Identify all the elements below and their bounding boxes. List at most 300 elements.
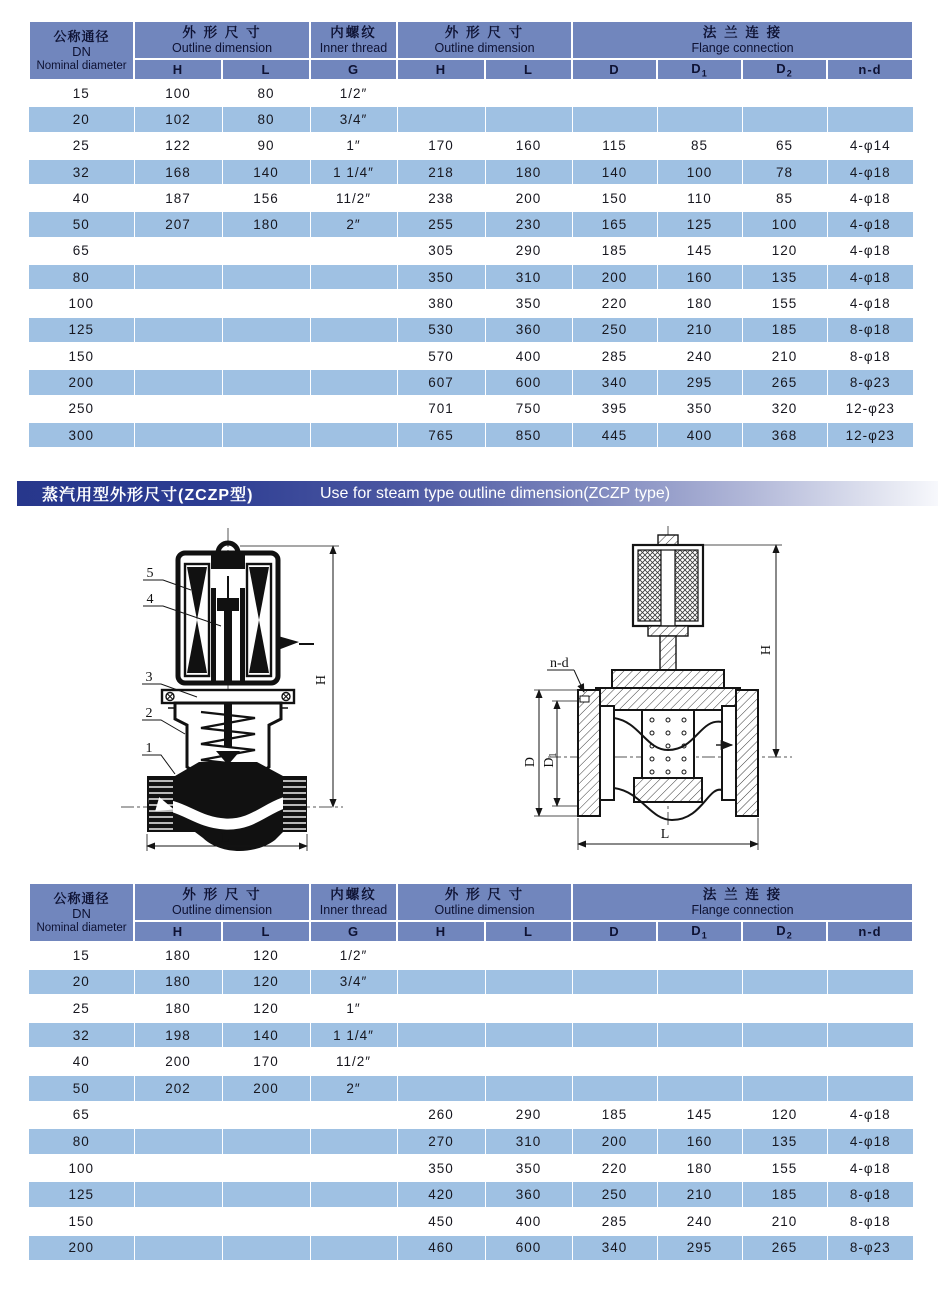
- cell: [310, 1208, 397, 1235]
- cell-dn: 32: [29, 1022, 134, 1049]
- cell-dn: 250: [29, 396, 134, 422]
- cell-dn: 25: [29, 133, 134, 159]
- group-label-zh: 内螺纹: [330, 25, 377, 40]
- cell: 180: [485, 159, 572, 185]
- cell: [397, 942, 485, 969]
- table-row: [29, 396, 913, 422]
- cell-dn: 40: [29, 185, 134, 211]
- cell: 80: [222, 80, 310, 106]
- threaded-end-right: [283, 778, 306, 830]
- cell: [134, 1128, 222, 1155]
- flange-left: [578, 690, 600, 816]
- cell: [572, 1022, 657, 1049]
- cell: 135: [742, 1128, 827, 1155]
- group-label-en: Outline dimension: [171, 41, 273, 55]
- cell: 168: [134, 159, 222, 185]
- cell-dn: 80: [29, 264, 134, 290]
- dimension-label-d: D: [523, 756, 538, 768]
- cell: 78: [742, 159, 827, 185]
- cell: [657, 942, 742, 969]
- col-header-h1: H: [134, 921, 222, 942]
- cell: [485, 1048, 572, 1075]
- cell: 207: [134, 211, 222, 237]
- cell: [742, 1048, 827, 1075]
- table-header: [29, 21, 913, 80]
- cell: [134, 290, 222, 316]
- cell: [222, 1102, 310, 1129]
- col-group-outline-dimension-1: [134, 883, 310, 921]
- cell: 285: [572, 343, 657, 369]
- cell: [485, 80, 572, 106]
- cell: 460: [397, 1235, 485, 1262]
- callout-1: 1: [145, 741, 153, 756]
- cell: 340: [572, 1235, 657, 1262]
- cell: [134, 1181, 222, 1208]
- cell: 1″: [310, 133, 397, 159]
- cell: 360: [485, 1181, 572, 1208]
- dimension-label-h: H: [759, 644, 774, 656]
- cell: 115: [572, 133, 657, 159]
- col-group-flange-connection: [572, 883, 913, 921]
- table-row: [29, 159, 913, 185]
- col-header-d: D: [572, 921, 657, 942]
- cell: [397, 106, 485, 132]
- cell: 310: [485, 1128, 572, 1155]
- dimension-label-l: L: [220, 831, 230, 846]
- col-header-h2: H: [397, 921, 485, 942]
- cell: [485, 106, 572, 132]
- cell: 160: [657, 264, 742, 290]
- cell: [657, 1075, 742, 1102]
- dn-header-zh: 公称通径: [53, 890, 110, 906]
- dimension-label-h: H: [314, 674, 329, 686]
- table-row: [29, 369, 913, 395]
- cell: [222, 290, 310, 316]
- cell: 125: [657, 211, 742, 237]
- group-label-en: Outline dimension: [434, 41, 535, 55]
- cell: [222, 238, 310, 264]
- cell: 350: [485, 290, 572, 316]
- cell: [222, 264, 310, 290]
- cell: 368: [742, 422, 827, 448]
- cell: 2″: [310, 211, 397, 237]
- cell: 185: [742, 317, 827, 343]
- cell: 1/2″: [310, 942, 397, 969]
- cell: 80: [222, 106, 310, 132]
- cell: 200: [572, 1128, 657, 1155]
- col-header-nominal-diameter: [29, 21, 134, 80]
- cell: 445: [572, 422, 657, 448]
- cell: 530: [397, 317, 485, 343]
- cell: 1/2″: [310, 80, 397, 106]
- cell: 198: [134, 1022, 222, 1049]
- cell: 218: [397, 159, 485, 185]
- table-row: [29, 1022, 913, 1049]
- col-header-g: G: [310, 59, 397, 80]
- dn-header-en: Nominal diameter: [36, 921, 127, 934]
- cell: 4-φ18: [827, 1128, 913, 1155]
- col-header-g: G: [310, 921, 397, 942]
- cell: 200: [572, 264, 657, 290]
- cell: [310, 396, 397, 422]
- drawing-threaded-valve-section: [105, 520, 355, 870]
- cell: 187: [134, 185, 222, 211]
- table-row: [29, 80, 913, 106]
- cell: 120: [742, 1102, 827, 1129]
- cell-dn: 150: [29, 1208, 134, 1235]
- cell: [742, 995, 827, 1022]
- callout-5: 5: [146, 566, 154, 581]
- technical-drawings: [0, 520, 940, 880]
- table-row: [29, 343, 913, 369]
- table-body-bottom: [29, 942, 913, 1261]
- cell: 607: [397, 369, 485, 395]
- group-label-en: Flange connection: [691, 41, 794, 55]
- dimension-label-d1: $D_1$: [542, 752, 559, 768]
- cell: 185: [742, 1181, 827, 1208]
- cell: 180: [134, 995, 222, 1022]
- cell: [742, 106, 827, 132]
- cell: 180: [134, 942, 222, 969]
- cell: [397, 80, 485, 106]
- cell: 8-φ18: [827, 1181, 913, 1208]
- table-header-sub: [29, 921, 913, 942]
- cell: [310, 264, 397, 290]
- cell: 210: [657, 1181, 742, 1208]
- cell: 180: [134, 969, 222, 996]
- cell: 102: [134, 106, 222, 132]
- cell: 4-φ14: [827, 133, 913, 159]
- cell: 400: [485, 343, 572, 369]
- cell: 8-φ23: [827, 369, 913, 395]
- cell: [742, 1075, 827, 1102]
- cell: [310, 1155, 397, 1182]
- cell: 210: [657, 317, 742, 343]
- cell: [310, 1102, 397, 1129]
- table-row: [29, 211, 913, 237]
- cell: [827, 969, 913, 996]
- cell: [657, 1022, 742, 1049]
- cell: 100: [134, 80, 222, 106]
- cell: 238: [397, 185, 485, 211]
- cell: [572, 995, 657, 1022]
- cell-dn: 15: [29, 80, 134, 106]
- cell: 350: [657, 396, 742, 422]
- cell: [134, 1102, 222, 1129]
- cell-dn: 100: [29, 290, 134, 316]
- cell: [310, 317, 397, 343]
- cell: 170: [397, 133, 485, 159]
- cell: 85: [657, 133, 742, 159]
- cell: 230: [485, 211, 572, 237]
- cell: 100: [742, 211, 827, 237]
- cell: 120: [742, 238, 827, 264]
- cell: 220: [572, 1155, 657, 1182]
- cell: 8-φ23: [827, 1235, 913, 1262]
- group-label-zh: 内螺纹: [330, 887, 377, 902]
- col-header-d1: $D_1$: [657, 59, 742, 80]
- col-header-l2: L: [485, 921, 572, 942]
- drawing-flanged-valve-section: [520, 520, 810, 880]
- section-banner-steam-type: [17, 481, 938, 506]
- cell: 160: [485, 133, 572, 159]
- table-header-main: [29, 883, 913, 921]
- group-label-zh: 外 形 尺 寸: [444, 887, 525, 902]
- dimension-table-top: [28, 20, 914, 449]
- cell: [134, 1208, 222, 1235]
- cell: 220: [572, 290, 657, 316]
- table-row: [29, 317, 913, 343]
- cell: [397, 995, 485, 1022]
- table-row: [29, 290, 913, 316]
- cell: 295: [657, 1235, 742, 1262]
- cell: [827, 942, 913, 969]
- cell: [310, 238, 397, 264]
- cell: 202: [134, 1075, 222, 1102]
- table-row: [29, 1235, 913, 1262]
- cell: [657, 106, 742, 132]
- cell: 12-φ23: [827, 422, 913, 448]
- cell: [397, 1048, 485, 1075]
- cell: 155: [742, 1155, 827, 1182]
- cell: 145: [657, 238, 742, 264]
- cell: [827, 106, 913, 132]
- group-label-en: Outline dimension: [171, 903, 273, 917]
- col-header-d2: $D_2$: [742, 921, 827, 942]
- table-row: [29, 942, 913, 969]
- cell: 350: [397, 264, 485, 290]
- cell: [222, 1208, 310, 1235]
- table-row: [29, 995, 913, 1022]
- cell: 450: [397, 1208, 485, 1235]
- cell: [742, 942, 827, 969]
- cell: [742, 1022, 827, 1049]
- cell: [134, 343, 222, 369]
- cell: [222, 1235, 310, 1262]
- cell: 255: [397, 211, 485, 237]
- cell-dn: 20: [29, 106, 134, 132]
- cell: 110: [657, 185, 742, 211]
- col-header-l1: L: [222, 921, 310, 942]
- cell: 310: [485, 264, 572, 290]
- cell: 210: [742, 343, 827, 369]
- cell: 1 1/4″: [310, 159, 397, 185]
- cell: 4-φ18: [827, 238, 913, 264]
- dn-header-code: DN: [72, 43, 91, 59]
- callout-3: 3: [145, 670, 153, 685]
- cell: [310, 343, 397, 369]
- table-row: [29, 1048, 913, 1075]
- cell: 290: [485, 1102, 572, 1129]
- cell: 11/2″: [310, 1048, 397, 1075]
- cell: 295: [657, 369, 742, 395]
- cell: [310, 1181, 397, 1208]
- cell: 750: [485, 396, 572, 422]
- cell: [742, 969, 827, 996]
- cell-dn: 125: [29, 317, 134, 343]
- cell: 156: [222, 185, 310, 211]
- cell: 4-φ18: [827, 211, 913, 237]
- cell-dn: 50: [29, 1075, 134, 1102]
- cell: [134, 1235, 222, 1262]
- cell: 701: [397, 396, 485, 422]
- cell-dn: 125: [29, 1181, 134, 1208]
- cell-dn: 32: [29, 159, 134, 185]
- cell-dn: 40: [29, 1048, 134, 1075]
- col-header-l2: L: [485, 59, 572, 80]
- cell: 4-φ18: [827, 185, 913, 211]
- cell: 12-φ23: [827, 396, 913, 422]
- table-header: [29, 883, 913, 942]
- group-label-en: Outline dimension: [434, 903, 535, 917]
- cell: [742, 80, 827, 106]
- cell: 90: [222, 133, 310, 159]
- cell-dn: 15: [29, 942, 134, 969]
- cell: 165: [572, 211, 657, 237]
- cell: [572, 1075, 657, 1102]
- banner-title-zh: 蒸汽用型外形尺寸(ZCZP型): [42, 487, 254, 504]
- cell: [397, 1075, 485, 1102]
- cell: 8-φ18: [827, 343, 913, 369]
- table-row: [29, 1208, 913, 1235]
- dn-header-en: Nominal diameter: [36, 59, 127, 72]
- cell: [134, 369, 222, 395]
- cell-dn: 25: [29, 995, 134, 1022]
- cell: [827, 1022, 913, 1049]
- cell-dn: 150: [29, 343, 134, 369]
- table-row: [29, 1181, 913, 1208]
- table-row: [29, 264, 913, 290]
- cell: 140: [222, 1022, 310, 1049]
- callout-2: 2: [145, 706, 153, 721]
- group-label-en: Flange connection: [691, 903, 794, 917]
- cell: [134, 1155, 222, 1182]
- cell: 120: [222, 969, 310, 996]
- cell: [485, 1022, 572, 1049]
- cell: [397, 969, 485, 996]
- cell: [310, 1128, 397, 1155]
- cell: 185: [572, 238, 657, 264]
- cell: 140: [572, 159, 657, 185]
- cell: [222, 317, 310, 343]
- cell: 600: [485, 1235, 572, 1262]
- cell: [657, 969, 742, 996]
- group-label-en: Inner thread: [319, 903, 388, 917]
- col-group-outline-dimension-2: [397, 883, 572, 921]
- cell: [827, 995, 913, 1022]
- cell: [397, 1022, 485, 1049]
- cell-dn: 65: [29, 1102, 134, 1129]
- cell: 240: [657, 343, 742, 369]
- table-row: [29, 1075, 913, 1102]
- cell: 260: [397, 1102, 485, 1129]
- cell: 180: [222, 211, 310, 237]
- cell: 4-φ18: [827, 159, 913, 185]
- table-row: [29, 1102, 913, 1129]
- cell: 1″: [310, 995, 397, 1022]
- cell: 400: [485, 1208, 572, 1235]
- cell: [572, 942, 657, 969]
- col-header-nd: n-d: [827, 921, 913, 942]
- cell: [827, 80, 913, 106]
- cell: 265: [742, 1235, 827, 1262]
- cell: [572, 80, 657, 106]
- cell: [310, 290, 397, 316]
- cell: 85: [742, 185, 827, 211]
- dn-header-zh: 公称通径: [53, 28, 110, 44]
- table-row: [29, 1128, 913, 1155]
- cell: 285: [572, 1208, 657, 1235]
- group-label-en: Inner thread: [319, 41, 388, 55]
- cell: [657, 80, 742, 106]
- col-group-inner-thread: [310, 883, 397, 921]
- cell: 3/4″: [310, 969, 397, 996]
- cell: [134, 422, 222, 448]
- cell: [310, 369, 397, 395]
- col-group-flange-connection: [572, 21, 913, 59]
- cell: 155: [742, 290, 827, 316]
- col-header-h1: H: [134, 59, 222, 80]
- table-header-sub: [29, 59, 913, 80]
- cell: 290: [485, 238, 572, 264]
- table-row: [29, 1155, 913, 1182]
- cell-dn: 200: [29, 1235, 134, 1262]
- cell: 122: [134, 133, 222, 159]
- cell-dn: 200: [29, 369, 134, 395]
- group-label-zh: 法 兰 连 接: [702, 887, 783, 902]
- table-row: [29, 238, 913, 264]
- cell: 360: [485, 317, 572, 343]
- cell: [485, 969, 572, 996]
- group-label-zh: 法 兰 连 接: [702, 25, 783, 40]
- cell: 65: [742, 133, 827, 159]
- table-body-top: [29, 80, 913, 448]
- cell: 265: [742, 369, 827, 395]
- cell: [485, 942, 572, 969]
- cell: 765: [397, 422, 485, 448]
- cell: 3/4″: [310, 106, 397, 132]
- dn-header-code: DN: [72, 905, 91, 921]
- cell: 8-φ18: [827, 1208, 913, 1235]
- cell: [222, 369, 310, 395]
- col-header-d1: $D_1$: [657, 921, 742, 942]
- cell: 350: [485, 1155, 572, 1182]
- cell: 400: [657, 422, 742, 448]
- cell: 850: [485, 422, 572, 448]
- col-group-inner-thread: [310, 21, 397, 59]
- table-row: [29, 969, 913, 996]
- cell: 4-φ18: [827, 264, 913, 290]
- group-label-zh: 外 形 尺 寸: [182, 25, 262, 40]
- callout-4: 4: [146, 592, 154, 607]
- cell: [485, 1075, 572, 1102]
- cell: 200: [222, 1075, 310, 1102]
- cell: 100: [657, 159, 742, 185]
- cell: [310, 1235, 397, 1262]
- cell: 250: [572, 1181, 657, 1208]
- cell: 170: [222, 1048, 310, 1075]
- cell: 135: [742, 264, 827, 290]
- cell: [222, 1155, 310, 1182]
- col-header-nd: n-d: [827, 59, 913, 80]
- col-header-h2: H: [397, 59, 485, 80]
- cell: [134, 317, 222, 343]
- cell: [134, 396, 222, 422]
- cell: [222, 1181, 310, 1208]
- col-header-d2: $D_2$: [742, 59, 827, 80]
- cell: 4-φ18: [827, 1155, 913, 1182]
- cell: 180: [657, 290, 742, 316]
